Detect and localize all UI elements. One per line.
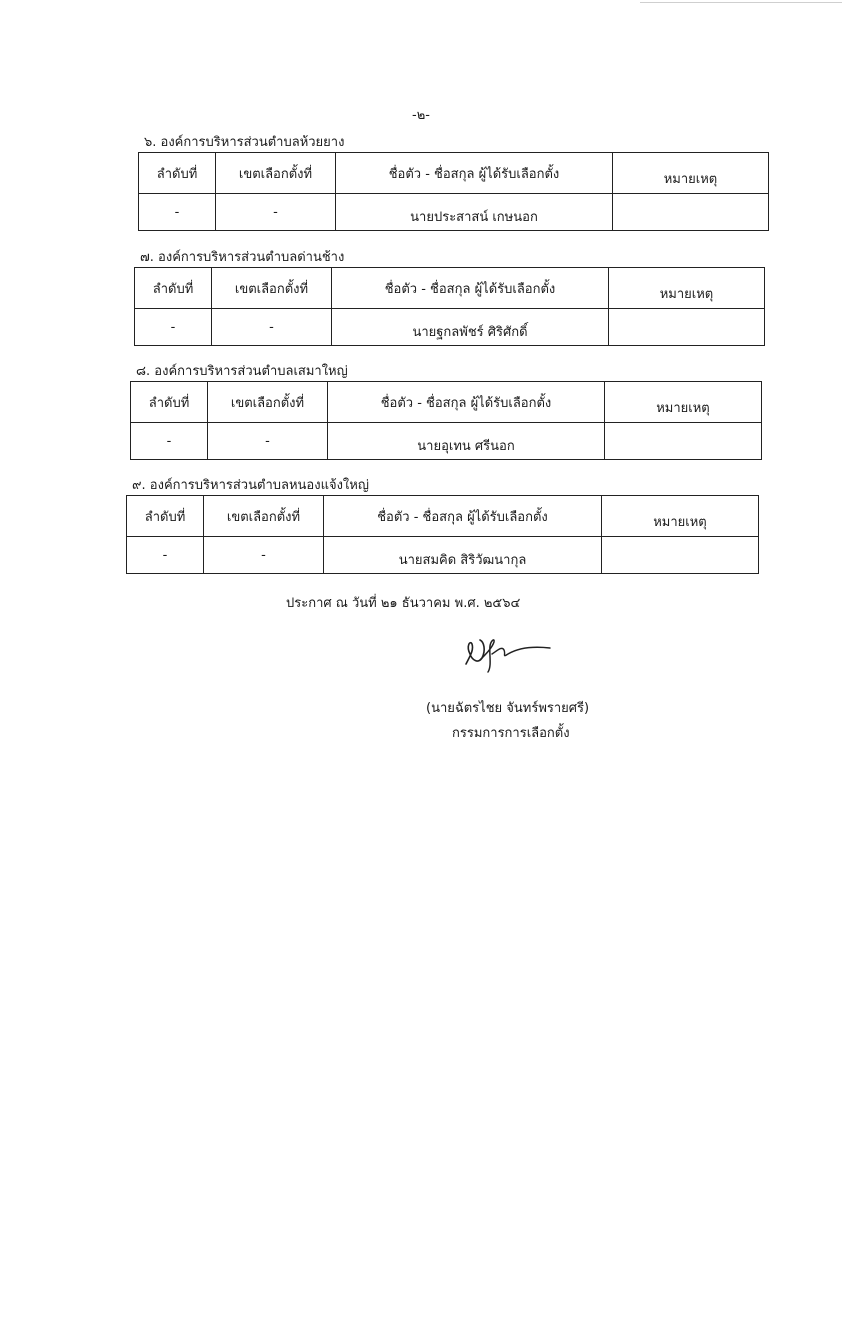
announcement-date: ประกาศ ณ วันที่ ๒๑ ธันวาคม พ.ศ. ๒๕๖๔ [286,596,521,611]
cell-order: - [131,423,208,460]
cell-order: - [127,537,204,574]
header-order: ลำดับที่ [135,268,212,309]
section-7 [134,248,765,346]
cell-order: - [139,194,216,231]
cell-district: - [208,423,328,460]
cell-remark [609,309,765,346]
section-6 [138,133,769,231]
table-header-row [139,153,769,194]
section-8 [130,362,762,460]
section-title: ๖. องค์การบริหารส่วนตำบลห้วยยาง [144,135,345,150]
results-table [130,381,762,460]
header-remark: หมายเหตุ [609,268,765,309]
table-header-row [131,382,762,423]
signer-name: (นายฉัตรไชย จันทร์พรายศรี) [426,701,590,716]
header-district: เขตเลือกตั้งที่ [208,382,328,423]
header-district: เขตเลือกตั้งที่ [216,153,336,194]
page-number: -๒- [412,108,430,123]
header-remark: หมายเหตุ [605,382,762,423]
section-9 [126,476,759,574]
table-row [139,194,769,231]
cell-name: นายประสาสน์ เกษนอก [336,194,613,231]
header-name: ชื่อตัว - ชื่อสกุล ผู้ได้รับเลือกตั้ง [324,496,602,537]
header-remark: หมายเหตุ [602,496,759,537]
cell-remark [613,194,769,231]
cell-name: นายสมคิด สิริวัฒนากุล [324,537,602,574]
header-remark: หมายเหตุ [613,153,769,194]
handwritten-signature [458,630,554,676]
section-title: ๙. องค์การบริหารส่วนตำบลหนองแจ้งใหญ่ [132,478,369,493]
scan-edge-line [640,2,842,3]
cell-district: - [216,194,336,231]
cell-district: - [204,537,324,574]
cell-remark [605,423,762,460]
header-district: เขตเลือกตั้งที่ [212,268,332,309]
table-row [127,537,759,574]
section-title: ๘. องค์การบริหารส่วนตำบลเสมาใหญ่ [136,364,348,379]
results-table [134,267,765,346]
header-name: ชื่อตัว - ชื่อสกุล ผู้ได้รับเลือกตั้ง [332,268,609,309]
header-name: ชื่อตัว - ชื่อสกุล ผู้ได้รับเลือกตั้ง [328,382,605,423]
header-name: ชื่อตัว - ชื่อสกุล ผู้ได้รับเลือกตั้ง [336,153,613,194]
header-order: ลำดับที่ [139,153,216,194]
table-header-row [135,268,765,309]
cell-order: - [135,309,212,346]
table-row [131,423,762,460]
cell-remark [602,537,759,574]
results-table [138,152,769,231]
table-header-row [127,496,759,537]
cell-district: - [212,309,332,346]
cell-name: นายฐกลพัชร์ ศิริศักดิ์ [332,309,609,346]
signer-title: กรรมการการเลือกตั้ง [452,726,570,741]
header-order: ลำดับที่ [131,382,208,423]
results-table [126,495,759,574]
table-row [135,309,765,346]
header-order: ลำดับที่ [127,496,204,537]
section-title: ๗. องค์การบริหารส่วนตำบลด่านช้าง [140,250,345,265]
cell-name: นายอุเทน ศรีนอก [328,423,605,460]
header-district: เขตเลือกตั้งที่ [204,496,324,537]
